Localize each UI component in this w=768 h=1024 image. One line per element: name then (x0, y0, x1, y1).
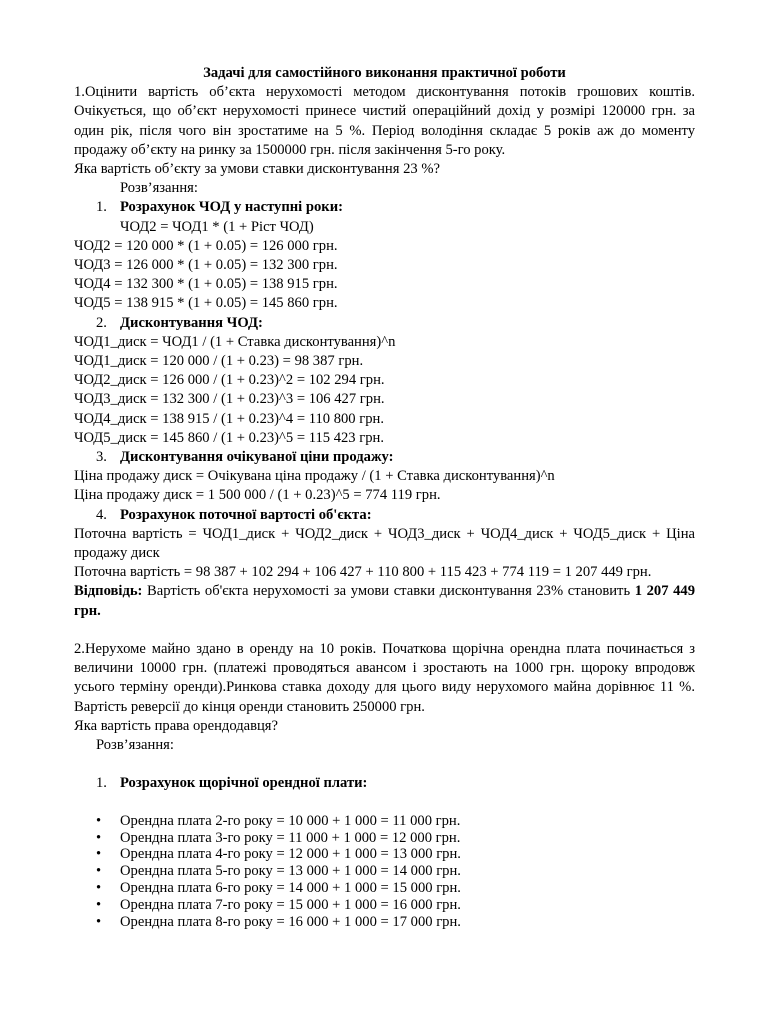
calc-line: Ціна продажу диск = Очікувана ціна продажу / (1 + Ставка дисконтування)^n (74, 468, 555, 485)
list-item: • Орендна плата 4-го року = 12 000 + 1 000 = 13 000 грн. (74, 846, 695, 863)
task1-step1-formula: ЧОД2 = ЧОД1 * (1 + Ріст ЧОД) (120, 218, 314, 235)
calc-line: ЧОД4_диск = 138 915 / (1 + 0.23)^4 = 110 800 грн. (74, 410, 384, 427)
step-number: 2. (96, 314, 107, 331)
calc-line: ЧОД3 = 126 000 * (1 + 0.05) = 132 300 грн. (74, 257, 338, 274)
list-item: • Орендна плата 7-го року = 15 000 + 1 000 = 16 000 грн. (74, 897, 695, 914)
answer-value: 1 207 449 грн. (74, 583, 695, 619)
task1-step4-heading (74, 506, 695, 525)
calc-line: ЧОД2_диск = 126 000 / (1 + 0.23)^2 = 102 294 грн. (74, 372, 385, 389)
step-title: Розрахунок щорічної орендної плати: (120, 775, 368, 792)
task1-step2-heading (74, 314, 695, 333)
task1-answer (74, 582, 695, 620)
task2-statement: 2.Нерухоме майно здано в оренду на 10 років. Початкова щорічна орендна плата починається з величини 10000 грн. (платежі проводяться авансом і зростають на 1000 грн. щороку впродовж усього терміну оренди).Ринкова ставка доходу для цього виду нерухомого майна дорівнює 11 %. Вартість реверсії до кінця оренди становить 250000 грн. (74, 641, 695, 715)
step-title: Розрахунок поточної вартості об'єкта: (120, 506, 372, 523)
document-page (74, 64, 695, 930)
task2-question: Яка вартість права орендодавця? (74, 717, 278, 734)
task1-question: Яка вартість об’єкту за умови ставки дисконтування 23 %? (74, 161, 440, 178)
task2-solution-label: Розв’язання: (96, 737, 174, 754)
step-number: 4. (96, 506, 107, 523)
bullet-icon (74, 880, 120, 897)
calc-line: ЧОД5 = 138 915 * (1 + 0.05) = 145 860 грн. (74, 295, 338, 312)
list-item: • Орендна плата 3-го року = 11 000 + 1 000 = 12 000 грн. (74, 830, 695, 847)
bullet-icon (74, 813, 120, 830)
bullet-icon (74, 830, 120, 847)
task1-step1-heading (74, 198, 695, 217)
calc-line: Ціна продажу диск = 1 500 000 / (1 + 0.23)^5 = 774 119 грн. (74, 487, 441, 504)
calc-line: ЧОД1_диск = ЧОД1 / (1 + Ставка дисконтування)^n (74, 333, 396, 350)
answer-label: Відповідь: (74, 583, 143, 600)
task1-step4-result: Поточна вартість = 98 387 + 102 294 + 106 427 + 110 800 + 115 423 + 774 119 = 1 207 449 грн. (74, 564, 652, 581)
answer-text: Вартість об'єкта нерухомості за умови ставки дисконтування 23% становить (142, 583, 635, 600)
bullet-icon (74, 863, 120, 880)
step-title: Розрахунок ЧОД у наступні роки: (120, 199, 343, 216)
task2-step1-heading (74, 774, 695, 793)
bullet-icon (74, 846, 120, 863)
task1-statement: 1.Оцінити вартість об’єкта нерухомості методом дисконтування потоків грошових коштів. Очікується, що об’єкт нерухомості принесе чистий операційний дохід у розмірі 120000 грн. за один рік, після чого він зростатиме на 5 %. Період володіння складає 5 років аж до моменту продажу об’єкту на ринку за 1500000 грн. після закінчення 5-го року. (74, 84, 695, 158)
list-item: • Орендна плата 5-го року = 13 000 + 1 000 = 14 000 грн. (74, 863, 695, 880)
calc-line: ЧОД4 = 132 300 * (1 + 0.05) = 138 915 грн. (74, 276, 338, 293)
rent-bullet-list (74, 813, 695, 931)
list-item: • Орендна плата 6-го року = 14 000 + 1 000 = 15 000 грн. (74, 880, 695, 897)
list-item: • Орендна плата 8-го року = 16 000 + 1 000 = 17 000 грн. (74, 914, 695, 931)
bullet-icon (74, 897, 120, 914)
calc-line: ЧОД2 = 120 000 * (1 + 0.05) = 126 000 грн. (74, 237, 338, 254)
task1-solution-label: Розв’язання: (120, 180, 198, 197)
step-number: 1. (96, 199, 107, 216)
step-title: Дисконтування очікуваної ціни продажу: (120, 449, 394, 466)
step-number: 1. (96, 775, 107, 792)
task1-step3-heading (74, 448, 695, 467)
calc-line: ЧОД5_диск = 145 860 / (1 + 0.23)^5 = 115 423 грн. (74, 429, 384, 446)
calc-line: ЧОД1_диск = 120 000 / (1 + 0.23) = 98 387 грн. (74, 353, 364, 370)
task1-step4-formula: Поточна вартість = ЧОД1_диск + ЧОД2_диск + ЧОД3_диск + ЧОД4_диск + ЧОД5_диск + Ціна продажу диск (74, 525, 695, 562)
step-number: 3. (96, 449, 107, 466)
document-title: Задачі для самостійного виконання практичної роботи (203, 65, 566, 81)
bullet-icon (74, 914, 120, 931)
calc-line: ЧОД3_диск = 132 300 / (1 + 0.23)^3 = 106 427 грн. (74, 391, 385, 408)
step-title: Дисконтування ЧОД: (120, 314, 263, 331)
list-item: • Орендна плата 2-го року = 10 000 + 1 000 = 11 000 грн. (74, 813, 695, 830)
